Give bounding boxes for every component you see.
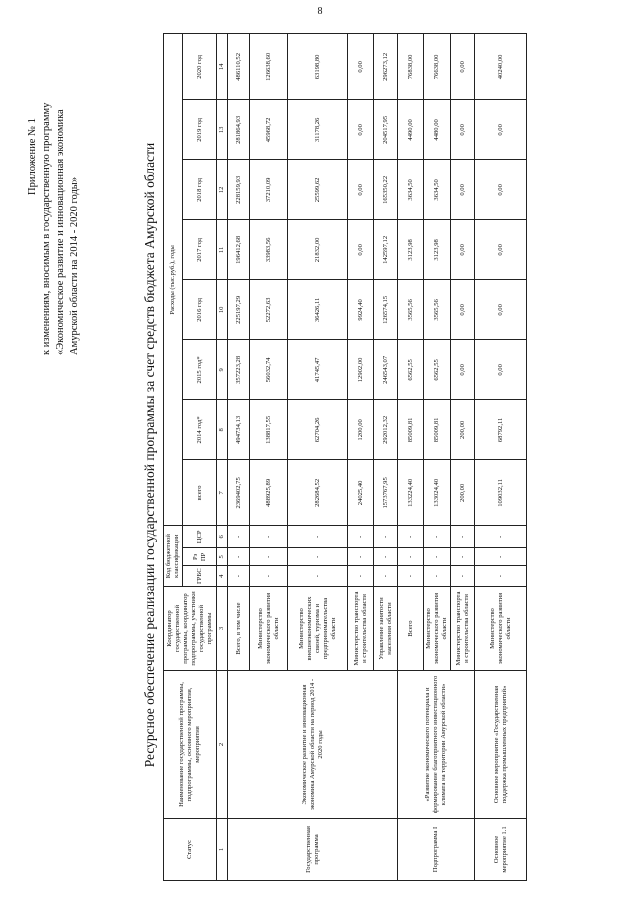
row-value: 4490,00 (398, 100, 424, 160)
row-value: 76638,00 (424, 34, 451, 100)
row-value: 0,00 (451, 220, 475, 280)
row-name: Основное мероприятие «Государственная поддержка промышленных предприятий» (475, 671, 527, 819)
row-value: 3123,98 (424, 220, 451, 280)
header-grbs: ГРБС (183, 566, 217, 587)
row-value: 0,00 (451, 280, 475, 340)
row-value: 9924,40 (348, 280, 374, 340)
row-value: 282684,52 (288, 460, 348, 526)
row-value: 3634,50 (398, 160, 424, 220)
header-2015: 2015 год* (183, 340, 217, 400)
header-csr: ЦСР (183, 526, 217, 548)
row-value: 37210,09 (250, 160, 288, 220)
row-rzpr: - (475, 548, 527, 566)
row-value: 31178,26 (288, 100, 348, 160)
appendix-heading (26, 35, 82, 355)
header-coordinator: Координатор государственной программы, координатор подпрограммы, участники государственной программы (164, 587, 217, 671)
row-value: 281864,93 (228, 100, 250, 160)
page-number: 8 (317, 6, 323, 17)
row-value: 24025,40 (348, 460, 374, 526)
row-csr: - (288, 526, 348, 548)
row-grbs: - (348, 566, 374, 587)
row-value: 292012,32 (374, 400, 398, 460)
row-value: 12902,00 (348, 340, 374, 400)
row-value: 25599,62 (288, 160, 348, 220)
row-name: Экономическое развитие и инновационная экономика Амурской области на период 2014 - 2020 годы (228, 671, 398, 819)
row-csr: - (374, 526, 398, 548)
row-value: 1200,00 (348, 400, 374, 460)
row-value: 0,00 (475, 160, 527, 220)
row-status: Государственная программа (228, 819, 398, 881)
row-value: 4480,00 (424, 100, 451, 160)
row-csr: - (424, 526, 451, 548)
table-row (475, 34, 527, 881)
row-value: 0,00 (451, 340, 475, 400)
row-rzpr: - (250, 548, 288, 566)
row-csr: - (451, 526, 475, 548)
colnum: 3 (217, 587, 228, 671)
row-value: 6562,55 (424, 340, 451, 400)
row-value: 45968,72 (250, 100, 288, 160)
header-name: Наименование государственной программы, подпрограммы, основного мероприятия, мероприятия (164, 671, 217, 819)
row-csr: - (250, 526, 288, 548)
row-value: 165350,22 (374, 160, 398, 220)
row-grbs: - (398, 566, 424, 587)
row-rzpr: - (374, 548, 398, 566)
colnum: 8 (217, 400, 228, 460)
row-value: 109032,11 (475, 460, 527, 526)
row-value: 0,00 (451, 100, 475, 160)
row-coordinator: Министерство экономического развития области (250, 587, 288, 671)
row-value: 225197,29 (228, 280, 250, 340)
header-2019: 2019 год (183, 100, 217, 160)
row-grbs: - (228, 566, 250, 587)
document-title: Ресурсное обеспечение реализации государственной программы за счет средств бюджета Амурской области (142, 142, 157, 768)
row-value: 3565,56 (398, 280, 424, 340)
colnum: 5 (217, 548, 228, 566)
row-value: 0,00 (348, 220, 374, 280)
row-value: 3565,56 (424, 280, 451, 340)
colnum: 13 (217, 100, 228, 160)
colnum: 9 (217, 340, 228, 400)
row-grbs: - (374, 566, 398, 587)
row-grbs: - (424, 566, 451, 587)
row-grbs: - (451, 566, 475, 587)
row-value: 196412,68 (228, 220, 250, 280)
row-rzpr: - (451, 548, 475, 566)
row-value: 85009,81 (398, 400, 424, 460)
colnum: 4 (217, 566, 228, 587)
row-coordinator: Министерство транспорта и строительства области (451, 587, 475, 671)
row-value: 85009,81 (424, 400, 451, 460)
resource-table (163, 33, 527, 881)
row-value: 1573767,95 (374, 460, 398, 526)
row-coordinator: Всего (398, 587, 424, 671)
row-csr: - (228, 526, 250, 548)
header-total: всего (183, 460, 217, 526)
row-grbs: - (288, 566, 348, 587)
appendix-line-3: «Экономическое развитие и инновационная экономика (55, 109, 66, 355)
header-status: Статус (164, 819, 217, 881)
row-value: 6562,55 (398, 340, 424, 400)
row-value: 0,00 (348, 100, 374, 160)
row-rzpr: - (348, 548, 374, 566)
row-value: 0,00 (475, 280, 527, 340)
row-value: 63198,80 (288, 34, 348, 100)
colnum: 14 (217, 34, 228, 100)
row-value: 126638,60 (250, 34, 288, 100)
colnum: 2 (217, 671, 228, 819)
row-value: 494734,13 (228, 400, 250, 460)
row-rzpr: - (424, 548, 451, 566)
colnum: 10 (217, 280, 228, 340)
colnum: 12 (217, 160, 228, 220)
row-coordinator: Всего, в том числе (228, 587, 250, 671)
row-rzpr: - (288, 548, 348, 566)
row-value: 133224,40 (398, 460, 424, 526)
row-rzpr: - (228, 548, 250, 566)
row-csr: - (348, 526, 374, 548)
table-row (398, 34, 424, 881)
row-value: 126574,15 (374, 280, 398, 340)
row-csr: - (475, 526, 527, 548)
row-value: 488925,89 (250, 460, 288, 526)
row-coordinator: Министерство экономического развития области (424, 587, 451, 671)
row-value: 41745,47 (288, 340, 348, 400)
row-value: 204517,95 (374, 100, 398, 160)
row-value: 76838,00 (398, 34, 424, 100)
row-value: 200,00 (451, 400, 475, 460)
row-grbs: - (475, 566, 527, 587)
header-2017: 2017 год (183, 220, 217, 280)
header-rzpr: Рз ПР (183, 548, 217, 566)
header-2018: 2018 год (183, 160, 217, 220)
row-csr: - (398, 526, 424, 548)
row-value: 0,00 (451, 34, 475, 100)
table-row (228, 34, 250, 881)
row-value: 21832,00 (288, 220, 348, 280)
row-coordinator: Управление занятости населения области (374, 587, 398, 671)
header-budget-code: Код бюджетной классификации (164, 526, 183, 587)
row-value: 133024,40 (424, 460, 451, 526)
row-value: 357223,28 (228, 340, 250, 400)
row-value: 52272,63 (250, 280, 288, 340)
row-value: 3634,50 (424, 160, 451, 220)
row-value: 228159,93 (228, 160, 250, 220)
header-2014: 2014 год* (183, 400, 217, 460)
row-value: 56032,74 (250, 340, 288, 400)
row-value: 142597,12 (374, 220, 398, 280)
row-value: 62704,26 (288, 400, 348, 460)
row-coordinator: Министерство экономического развития области (475, 587, 527, 671)
row-grbs: - (250, 566, 288, 587)
row-value: 138817,55 (250, 400, 288, 460)
row-coordinator: Министерство транспорта и строительства области (348, 587, 374, 671)
appendix-line-4: Амурской области на 2014 - 2020 годы» (69, 176, 80, 355)
appendix-line-2: к изменениям, вносимым в государственную программу (41, 102, 52, 355)
row-value: 33983,56 (250, 220, 288, 280)
row-value: 3123,98 (398, 220, 424, 280)
row-value: 0,00 (475, 220, 527, 280)
row-rzpr: - (398, 548, 424, 566)
row-value: 40240,00 (475, 34, 527, 100)
colnum: 6 (217, 526, 228, 548)
colnum: 7 (217, 460, 228, 526)
row-value: 246543,07 (374, 340, 398, 400)
row-status: Подпрограмма I (398, 819, 475, 881)
row-value: 0,00 (475, 100, 527, 160)
appendix-line-1: Приложение № 1 (27, 118, 38, 195)
header-2016: 2016 год (183, 280, 217, 340)
header-2020: 2020 год (183, 34, 217, 100)
row-value: 68792,11 (475, 400, 527, 460)
header-expenses: Расходы (тыс.руб.), годы (164, 34, 183, 526)
row-value: 200,00 (451, 460, 475, 526)
row-value: 0,00 (348, 160, 374, 220)
row-value: 2369402,75 (228, 460, 250, 526)
row-value: 0,00 (475, 340, 527, 400)
row-value: 0,00 (348, 34, 374, 100)
row-status: Основное мероприятие 1.1 (475, 819, 527, 881)
row-value: 0,00 (451, 160, 475, 220)
colnum: 11 (217, 220, 228, 280)
colnum: 1 (217, 819, 228, 881)
row-value: 486110,52 (228, 34, 250, 100)
row-name: «Развитие экономического потенциала и формирование благоприятного инвестиционного климата на территории Амурской области» (398, 671, 475, 819)
row-coordinator: Министерство внешнеэкономических связей, туризма и предпринимательства области (288, 587, 348, 671)
rotated-landscape-content (20, 25, 620, 885)
row-value: 296273,12 (374, 34, 398, 100)
row-value: 36426,11 (288, 280, 348, 340)
column-number-row (217, 34, 228, 881)
